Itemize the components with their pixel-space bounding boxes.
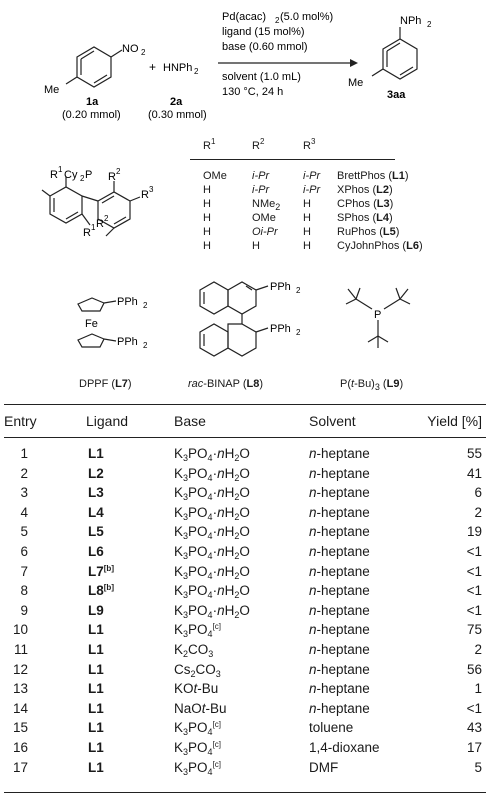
solvent-cell: n-heptane: [309, 563, 370, 579]
ligand-name-text: SPhos: [337, 212, 370, 224]
table-row: [4, 641, 486, 659]
dppf-pph2-top-sub: 2: [143, 301, 148, 310]
base-cell: $K_3PO_4\cdot nH_2O$: [174, 485, 250, 503]
rgroup-r2: [252, 198, 280, 211]
nitro-label: NO: [122, 43, 139, 55]
ligand-code: L3: [376, 198, 390, 210]
biaryl-r3-sup: 3: [149, 185, 154, 194]
rgroup-header-r3: [303, 137, 316, 153]
yield-cell: 55: [466, 446, 482, 461]
base-cell: KOt-Bu: [174, 681, 219, 697]
yield-cell: 2: [474, 504, 482, 520]
ligand-name: BrettPhos (L1): [337, 170, 409, 182]
yield-cell: 41: [466, 465, 482, 481]
entry-cell: 9: [20, 602, 28, 618]
diphenylamine-sub: 2: [194, 67, 199, 76]
dppf-caption: DPPF (L7): [79, 378, 132, 390]
entry-cell: 7: [20, 563, 28, 579]
ptbu3-caption-sub: 3: [374, 382, 380, 392]
solvent-cell: n-heptane: [309, 446, 370, 461]
table-row: [4, 759, 486, 777]
column-header-yield: Yield [%]: [427, 413, 482, 429]
ligand-cell: L1: [88, 700, 104, 716]
column-header-entry: Entry: [4, 413, 37, 429]
base-cell: $K_3PO_4[c]$: [174, 720, 222, 738]
ligand-code: L5: [382, 226, 396, 238]
table-row: [4, 602, 486, 620]
ligand-cell: L2: [88, 465, 104, 481]
product-group-sub: 2: [427, 20, 432, 29]
ligand-cell: L1: [88, 661, 104, 677]
entry-cell: 5: [20, 524, 28, 540]
ligand-name-text: BrettPhos: [337, 170, 386, 182]
entry-cell: 3: [20, 485, 28, 501]
condition-pd: Pd(acac): [222, 11, 267, 23]
ligand-code: L2: [376, 184, 389, 196]
ligand-name: XPhos (L2): [337, 184, 393, 196]
rgroup-r3: i-Pr: [303, 170, 321, 182]
table-header-rule: [4, 437, 486, 438]
base-cell: $K_3PO_4\cdot nH_2O$: [174, 504, 250, 522]
entry-cell: 16: [12, 740, 28, 755]
yield-cell: <1: [466, 544, 482, 559]
ligand-cell: L1: [88, 642, 104, 657]
table-row: [4, 504, 486, 522]
condition-pd-sub: 2: [275, 16, 280, 25]
binap-pph2-top: PPh: [270, 281, 291, 293]
table-row: [4, 719, 486, 737]
compound-3aa-label: 3aa: [387, 89, 406, 101]
nitrotoluene-structure: [66, 47, 122, 87]
entry-cell: 17: [12, 759, 28, 775]
solvent-cell: n-heptane: [309, 544, 370, 559]
ptbu3-caption: $P(t-Bu)_3$ (L9): [340, 378, 404, 392]
yield-cell: 6: [474, 485, 482, 501]
plus-sign: +: [149, 60, 157, 74]
base-cell: $K_3PO_4[c]$: [174, 759, 222, 777]
solvent-cell: n-heptane: [309, 602, 370, 618]
rgroup-row-3: [203, 198, 403, 211]
biaryl-r1-bottom: R: [83, 227, 91, 239]
methyl-label-3aa: Me: [348, 77, 364, 89]
rgroup-r1: H: [203, 212, 211, 224]
ligand-code: L1: [392, 170, 405, 182]
table-row: [4, 543, 486, 561]
ligand-name-text: RuPhos: [337, 226, 377, 238]
base-cell: $K_3PO_4[c]$: [174, 622, 222, 640]
solvent-cell: DMF: [309, 759, 339, 775]
binap-structure: [200, 282, 268, 356]
yield-cell: <1: [466, 583, 482, 599]
ligand-code: L6: [406, 240, 419, 252]
ligand-name-text: CPhos: [337, 198, 371, 210]
condition-ligand: ligand (15 mol%): [222, 26, 305, 38]
yield-cell: 75: [466, 622, 482, 638]
yield-cell: 43: [466, 720, 482, 736]
rgroup-r1: H: [203, 240, 211, 252]
base-cell: $Cs_2CO_3$: [174, 661, 221, 679]
ligand-cell: L1: [88, 622, 104, 638]
base-cell: $K_3PO_4\cdot nH_2O$: [174, 563, 250, 581]
rgroup-r3: i-Pr: [303, 184, 321, 196]
biaryl-p-label: P: [85, 169, 93, 181]
solvent-cell: n-heptane: [309, 524, 370, 540]
ligand-name-text: CyJohnPhos: [337, 240, 400, 252]
ligand-cell: L8[b]: [88, 583, 114, 599]
yield-cell: 19: [466, 524, 482, 540]
table-row: [4, 563, 486, 581]
base-cell: $K_3PO_4\cdot nH_2O$: [174, 583, 250, 601]
compound-1a-amount: (0.20 mmol): [62, 109, 121, 121]
entry-cell: 10: [12, 622, 28, 638]
binap-caption-code: L8: [246, 378, 260, 390]
base-cell: $K_3PO_4\cdot nH_2O$: [174, 524, 250, 542]
rgroup-r2-text: NMe: [252, 198, 276, 210]
table-bottom-rule: [4, 792, 486, 793]
biaryl-r3: R: [141, 189, 149, 201]
biaryl-r2-top-sup: 2: [116, 167, 121, 176]
rgroup-row-4: [203, 212, 403, 225]
rgroup-header-r2-text: R: [252, 140, 260, 152]
ligand-cell: L3: [88, 485, 104, 501]
table-row: [4, 621, 486, 639]
binap-pph2-bottom-sub: 2: [296, 328, 301, 337]
rgroup-table-rule: [190, 159, 395, 160]
rgroup-header-r2: [252, 137, 265, 153]
rgroup-r2: i-Pr: [252, 184, 270, 196]
rgroup-r2: OMe: [252, 212, 276, 224]
table-row: [4, 700, 486, 718]
solvent-cell: n-heptane: [309, 504, 370, 520]
dppf-caption-code: L7: [115, 378, 128, 390]
base-cell: $K_3PO_4[c]$: [174, 740, 222, 757]
entry-cell: 8: [20, 583, 28, 599]
ligand-cell: L7[b]: [88, 563, 114, 579]
methyl-label-1a: Me: [44, 84, 60, 96]
table-row: [4, 523, 486, 541]
rgroup-row-2: [203, 184, 403, 197]
rgroup-r2-sub: 2: [275, 202, 281, 212]
reaction-arrowhead: [350, 59, 358, 67]
ligand-name: CPhos (L3): [337, 198, 394, 210]
yield-cell: <1: [466, 602, 482, 618]
ligand-cell: L5: [88, 524, 104, 540]
diphenylamine-formula: HNPh: [163, 62, 193, 74]
rgroup-r1: H: [203, 184, 211, 196]
base-cell: $K_2CO_3$: [174, 642, 214, 659]
solvent-cell: n-heptane: [309, 661, 370, 677]
ptbu3-p: P: [374, 309, 382, 321]
ligand-name-text: XPhos: [337, 184, 370, 196]
biaryl-cy-label: Cy: [64, 169, 78, 181]
solvent-cell: n-heptane: [309, 465, 370, 481]
base-cell: $K_3PO_4\cdot nH_2O$: [174, 446, 250, 463]
solvent-cell: n-heptane: [309, 622, 370, 638]
solvent-cell: 1,4-dioxane: [309, 740, 380, 755]
rgroup-r3: H: [303, 198, 311, 210]
rgroup-r2: i-Pr: [252, 170, 270, 182]
rgroup-r3: H: [303, 240, 311, 252]
table-row: [4, 739, 486, 757]
ligand-cell: L6: [88, 544, 104, 559]
table-row: [4, 661, 486, 679]
column-header-base: Base: [174, 413, 206, 429]
biaryl-r2-bottom: R: [96, 218, 104, 230]
entry-cell: 6: [20, 544, 28, 559]
yield-cell: 17: [466, 740, 482, 755]
ligand-cell: L4: [88, 504, 104, 520]
biaryl-r1-top: R: [50, 169, 58, 181]
rgroup-row-5: [203, 226, 403, 239]
condition-solvent: solvent (1.0 mL): [222, 71, 301, 83]
ligand-name: SPhos (L4): [337, 212, 393, 224]
ligand-cell: L9: [88, 602, 104, 618]
yield-cell: 5: [474, 759, 482, 775]
condition-base: base (0.60 mmol): [222, 41, 308, 53]
entry-cell: 4: [20, 504, 28, 520]
ligand-cell: L1: [88, 681, 104, 697]
biaryl-cy-sub: 2: [80, 174, 85, 183]
ligand-cell: L1: [88, 740, 104, 755]
ligand-name: CyJohnPhos (L6): [337, 240, 423, 252]
ligand-cell: L1: [88, 446, 104, 461]
yield-cell: 1: [474, 681, 482, 697]
base-cell: $K_3PO_4\cdot nH_2O$: [174, 544, 250, 561]
column-header-ligand: Ligand: [86, 413, 129, 429]
rgroup-header-r1-text: R: [203, 140, 211, 152]
yield-cell: <1: [466, 563, 482, 579]
biaryl-r1-top-sup: 1: [58, 165, 63, 174]
solvent-cell: n-heptane: [309, 642, 370, 657]
condition-pd-loading: (5.0 mol%): [280, 11, 334, 23]
table-top-rule: [4, 404, 486, 405]
compound-2a-label: 2a: [170, 96, 183, 108]
ligand-cell: L1: [88, 720, 104, 736]
dppf-fe: Fe: [85, 318, 98, 330]
yield-cell: 2: [474, 642, 482, 657]
column-header-solvent: Solvent: [309, 413, 356, 429]
table-row: [4, 445, 486, 463]
biaryl-r1-bottom-sup: 1: [91, 223, 96, 232]
ptbu3-caption-code: L9: [386, 378, 400, 390]
rgroup-row-6: [203, 240, 423, 253]
compound-1a-label: 1a: [86, 96, 99, 108]
entry-cell: 12: [12, 661, 28, 677]
product-group: NPh: [400, 15, 422, 27]
dppf-pph2-top: PPh: [117, 296, 138, 308]
table-row: [4, 484, 486, 502]
rgroup-header-r2-sup: 2: [259, 137, 265, 146]
solvent-cell: n-heptane: [309, 681, 370, 697]
binap-caption-name: -BINAP: [203, 378, 240, 390]
binap-pph2-bottom: PPh: [270, 323, 291, 335]
rgroup-row-1: [203, 170, 409, 183]
biaryl-r2-bottom-sup: 2: [104, 214, 109, 223]
dppf-pph2-bottom-sub: 2: [143, 341, 148, 350]
dppf-caption-name: DPPF: [79, 378, 109, 390]
solvent-cell: n-heptane: [309, 485, 370, 501]
rgroup-r3: H: [303, 226, 311, 238]
base-cell: NaOt-Bu: [174, 700, 227, 716]
rgroup-header-r3-text: R: [303, 140, 311, 152]
solvent-cell: toluene: [309, 720, 354, 736]
base-cell: $K_3PO_4\cdot nH_2O$: [174, 465, 250, 483]
solvent-cell: n-heptane: [309, 583, 370, 599]
rgroup-r3: H: [303, 212, 311, 224]
solvent-cell: n-heptane: [309, 700, 370, 716]
rgroup-r1: H: [203, 226, 211, 238]
entry-cell: 11: [13, 642, 28, 657]
rgroup-r2: Oi-Pr: [252, 226, 278, 238]
base-cell: $K_3PO_4\cdot nH_2O$: [174, 602, 250, 620]
entry-cell: 14: [12, 700, 28, 716]
condition-temperature: 130 °C, 24 h: [222, 86, 284, 98]
dppf-pph2-bottom: PPh: [117, 336, 138, 348]
entry-cell: 2: [20, 465, 28, 481]
binap-pph2-top-sub: 2: [296, 286, 301, 295]
ligand-name: RuPhos (L5): [337, 226, 400, 238]
rgroup-header-r3-sup: 3: [310, 137, 316, 146]
table-row: [4, 582, 486, 600]
rgroup-r2: H: [252, 240, 260, 252]
ligand-code: L4: [376, 212, 389, 224]
entry-cell: 15: [12, 720, 28, 736]
rgroup-header-r1-sup: 1: [210, 137, 216, 146]
nitro-sub: 2: [141, 48, 146, 57]
rgroup-header-r1: [203, 137, 216, 153]
table-row: [4, 465, 486, 483]
rgroup-r1: OMe: [203, 170, 227, 182]
rgroup-r1: H: [203, 198, 211, 210]
product-structure: [372, 27, 417, 79]
table-row: [4, 680, 486, 698]
compound-2a-amount: (0.30 mmol): [148, 109, 207, 121]
biaryl-r2-top: R: [108, 171, 116, 183]
binap-caption: rac-BINAP (L8): [188, 378, 264, 390]
entry-cell: 13: [12, 681, 28, 697]
ligand-cell: L1: [88, 759, 104, 775]
entry-cell: 1: [20, 446, 28, 461]
yield-cell: 56: [466, 661, 482, 677]
yield-cell: <1: [466, 700, 482, 716]
